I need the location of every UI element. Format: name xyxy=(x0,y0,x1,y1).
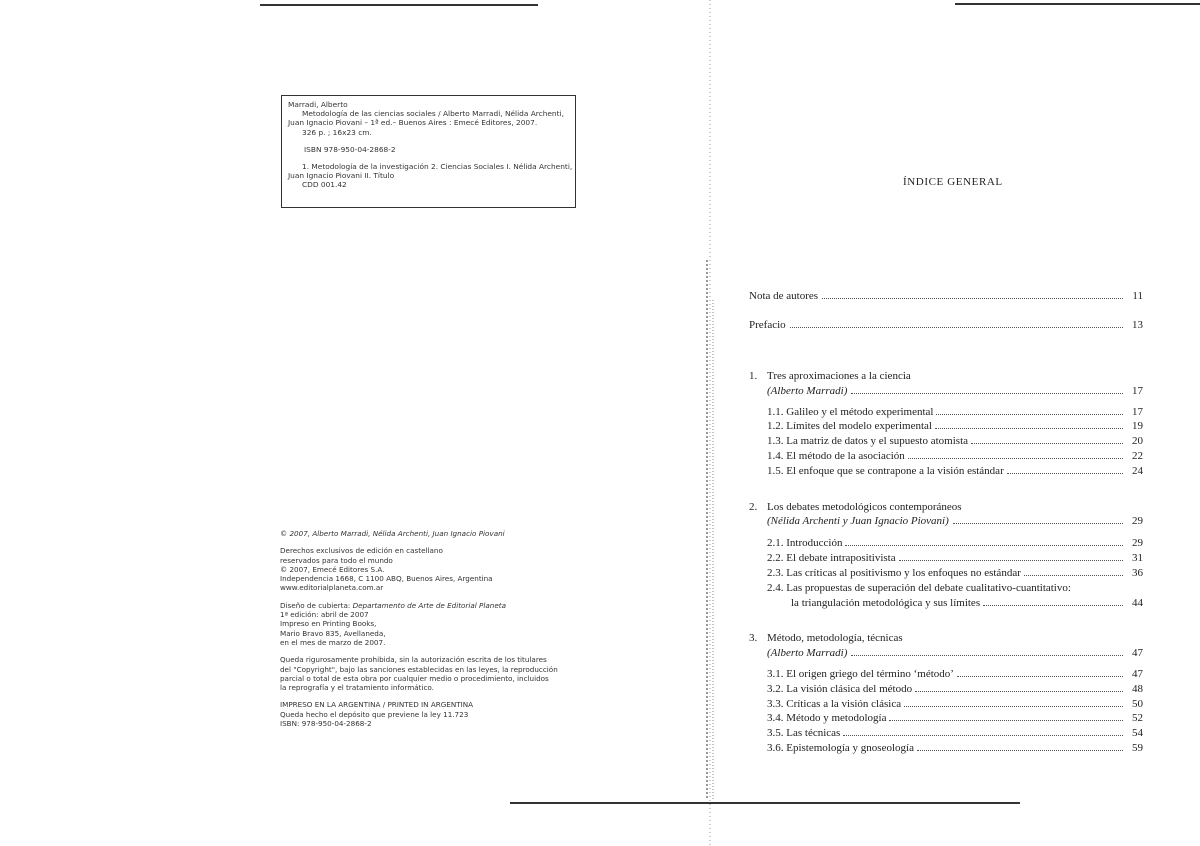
printing-line: en el mes de marzo de 2007. xyxy=(280,637,386,647)
printing-line: Impreso en Printing Books, xyxy=(280,619,377,629)
legal-line: del "Copyright", bajo las sanciones establecidas en las leyes, la reproducción xyxy=(280,664,558,674)
catalog-line: Juan Ignacio Piovani – 1ª ed.– Buenos Aires : Emecé Editores, 2007. xyxy=(288,118,538,128)
top-edge-rule xyxy=(260,4,538,6)
catalog-line: Metodología de las ciencias sociales / Alberto Marradi, Nélida Archenti, xyxy=(302,109,564,119)
catalog-line: Marradi, Alberto xyxy=(288,100,348,109)
toc-entry-page: 17 xyxy=(1132,385,1143,397)
copyright-block xyxy=(280,529,580,728)
printing-line: Mario Bravo 835, Avellaneda, xyxy=(280,628,386,638)
toc-section[interactable]: la triangulación metodológica y sus límites 44 xyxy=(791,597,1143,609)
toc-section[interactable]: 2.2. El debate intrapositivista 31 xyxy=(767,552,1143,564)
toc-entry-page: 29 xyxy=(1132,515,1143,527)
toc-entry-page: 13 xyxy=(1132,319,1143,331)
chapter-author: (Alberto Marradi) xyxy=(767,385,848,397)
chapter-author-entry[interactable] xyxy=(749,385,1143,397)
chapter-title[interactable]: 2. Los debates metodológicos contemporáneos xyxy=(749,501,962,513)
toc-entry[interactable] xyxy=(749,290,1143,302)
toc-section[interactable]: 3.3. Críticas a la visión clásica 50 xyxy=(767,698,1143,710)
toc-section[interactable]: 3.1. El origen griego del término ‘método’ 47 xyxy=(767,668,1143,680)
toc-entry-label: Prefacio xyxy=(749,319,786,331)
toc-section[interactable]: 3.5. Las técnicas 54 xyxy=(767,727,1143,739)
toc-section[interactable]: 2.1. Introducción 29 xyxy=(767,537,1143,549)
toc-entry-page: 11 xyxy=(1132,290,1143,302)
printing-line: 1ª edición: abril de 2007 xyxy=(280,610,369,620)
footer-block xyxy=(280,700,580,728)
chapter-author: (Alberto Marradi) xyxy=(767,647,848,659)
printed-in-line: IMPRESO EN LA ARGENTINA / PRINTED IN ARGENTINA xyxy=(280,700,474,710)
catalog-card xyxy=(281,95,576,208)
legal-line: la reprografía y el tratamiento informático. xyxy=(280,683,434,693)
cover-design-line: Diseño de cubierta: Departamento de Arte de Editorial Planeta xyxy=(280,600,506,610)
rights-line: Independencia 1668, C 1100 ABQ, Buenos Aires, Argentina xyxy=(280,574,493,584)
chapter-title[interactable]: 3. Método, metodología, técnicas xyxy=(749,632,903,644)
toc-section-line1[interactable]: 2.4. Las propuestas de superación del debate cualitativo-cuantitativo: xyxy=(767,582,1071,594)
toc-section[interactable]: 3.2. La visión clásica del método 48 xyxy=(767,683,1143,695)
legal-block xyxy=(280,655,580,692)
isbn-line: ISBN: 978-950-04-2868-2 xyxy=(280,719,372,729)
legal-line: parcial o total de esta obra por cualquier medio o procedimiento, incluidos xyxy=(280,673,549,683)
catalog-cdd: CDD 001.42 xyxy=(302,180,347,190)
rights-line: © 2007, Emecé Editores S.A. xyxy=(280,564,385,574)
catalog-line: 1. Metodología de la investigación 2. Ciencias Sociales I. Nélida Archenti, xyxy=(302,162,573,172)
catalog-line: 326 p. ; 16x23 cm. xyxy=(302,127,372,137)
publisher-url: www.editorialplaneta.com.ar xyxy=(280,583,384,593)
chapter-author-entry[interactable] xyxy=(749,515,1143,527)
toc-section[interactable]: 1.2. Límites del modelo experimental 19 xyxy=(767,420,1143,432)
chapter-title[interactable]: 1. Tres aproximaciones a la ciencia xyxy=(749,370,911,382)
rights-block xyxy=(280,546,580,592)
legal-line: Queda rigurosamente prohibida, sin la autorización escrita de los titulares xyxy=(280,655,547,665)
toc-section[interactable]: 1.3. La matriz de datos y el supuesto atomista 20 xyxy=(767,435,1143,447)
deposit-line: Queda hecho el depósito que previene la ley 11.723 xyxy=(280,709,469,719)
bottom-edge-rule xyxy=(510,802,1020,804)
toc-section[interactable]: 1.1. Galileo y el método experimental 17 xyxy=(767,406,1143,418)
rights-line: Derechos exclusivos de edición en castellano xyxy=(280,546,443,556)
chapter-author-entry[interactable] xyxy=(749,647,1143,659)
toc-entry-label: Nota de autores xyxy=(749,290,819,302)
toc-entry-page: 47 xyxy=(1132,647,1143,659)
toc-title: ÍNDICE GENERAL xyxy=(903,176,1003,188)
toc-section[interactable]: 3.6. Epistemología y gnoseología 59 xyxy=(767,742,1143,754)
rights-line: reservados para todo el mundo xyxy=(280,555,393,565)
toc-section[interactable]: 3.4. Método y metodología 52 xyxy=(767,712,1143,724)
toc-entry[interactable] xyxy=(749,319,1143,331)
chapter-author: (Nélida Archenti y Juan Ignacio Piovani) xyxy=(767,515,949,527)
catalog-isbn: ISBN 978-950-04-2868-2 xyxy=(304,144,396,154)
printing-block xyxy=(280,601,580,647)
toc-section[interactable]: 1.4. El método de la asociación 22 xyxy=(767,450,1143,462)
catalog-line: Juan Ignacio Piovani II. Título xyxy=(288,171,395,181)
toc-section[interactable]: 1.5. El enfoque que se contrapone a la visión estándar 24 xyxy=(767,465,1143,477)
top-edge-rule xyxy=(955,3,1200,5)
copyright-authors: © 2007, Alberto Marradi, Nélida Archenti, Juan Ignacio Piovani xyxy=(280,529,505,538)
toc-section[interactable]: 2.3. Las críticas al positivismo y los enfoques no estándar 36 xyxy=(767,567,1143,579)
